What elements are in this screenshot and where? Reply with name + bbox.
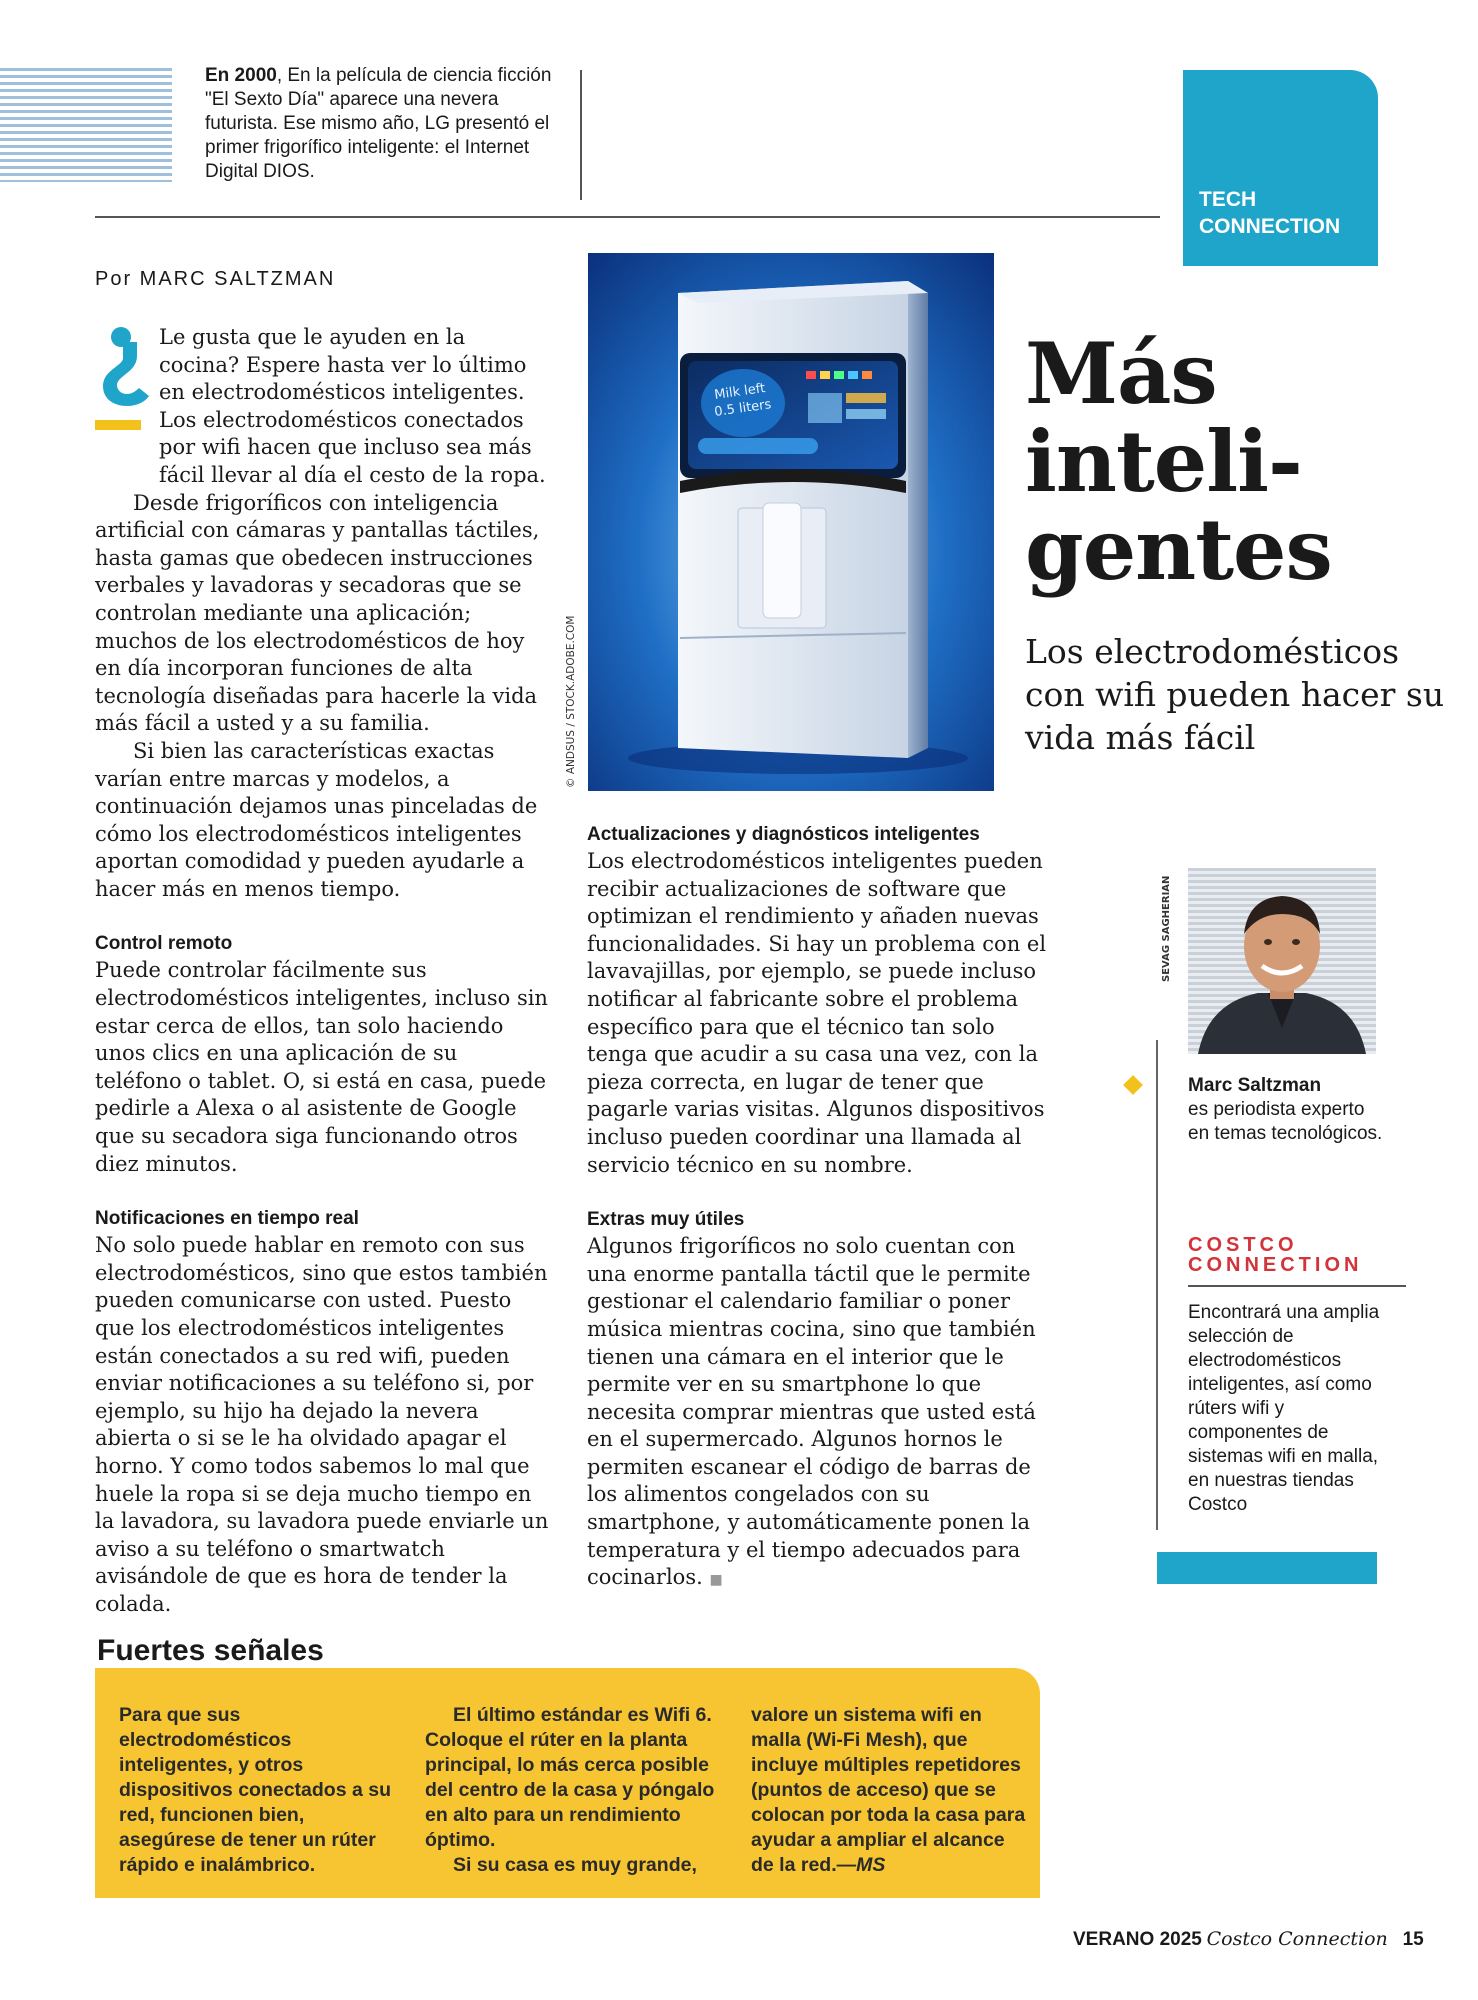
photo-credit-text: © ANDSUS / STOCK.ADOBE.COM <box>565 615 577 788</box>
headline <box>1025 324 1465 599</box>
byline: Por MARC SALTZMAN <box>95 268 336 290</box>
screen-text-line2: 0.5 liters <box>713 397 773 420</box>
signals-signature: MS <box>856 1854 886 1876</box>
headline-line2: inteli- <box>1025 412 1302 511</box>
signals-col3-text: valore un sistema wifi en malla (Wi-Fi Mesh), que incluye múltiples repetidores (puntos de acceso) que se colocan por toda la casa para ayudar a ampliar el alcance de la red.— <box>751 1704 1026 1876</box>
portrait-credit-text: SEVAG SAGHERIAN <box>1161 875 1172 982</box>
article-paragraph: No solo puede hablar en remoto con sus electrodomésticos, sino que estos también pueden comunicarse con usted. Puesto que los electrodomésticos inteligentes están conectados a su red wifi, pueden enviar notificaciones a su teléfono si, por ejemplo, su hijo ha dejado la nevera abierta o si se le ha olvidado apagar el horno. Y como todos sabemos lo mal que huele la ropa si se deja mucho tiempo en la lavadora, su lavadora puede enviarle un aviso a su teléfono o smartwatch avisándole de que es hora de tender la colada. <box>95 1233 549 1616</box>
headline-line1: Más <box>1025 324 1217 423</box>
top-note-divider <box>580 70 582 200</box>
author-portrait <box>1188 868 1376 1054</box>
subhead-extras: Extras muy útiles <box>587 1209 745 1231</box>
diamond-icon <box>1123 1075 1143 1095</box>
costco-connection-label: COSTCO CONNECTION <box>1188 1234 1363 1276</box>
signals-column-1: Para que sus electrodomésticos inteligentes, y otros dispositivos conectados a su red, funcionen bien, asegúrese de tener un rúter rápido e inalámbrico. <box>119 1704 391 1876</box>
smart-fridge-photo <box>588 253 994 791</box>
signals-col2-para: Si su casa es muy grande, <box>453 1854 697 1876</box>
signals-title: Fuertes señales <box>97 1634 324 1667</box>
page-number: 15 <box>1402 1929 1424 1950</box>
footer-issue: VERANO 2025 <box>1073 1929 1202 1950</box>
costco-rule <box>1188 1285 1406 1287</box>
costco-connection-text: Encontrará una amplia selección de electrodomésticos inteligentes, así como rúters wifi y componentes de sistemas wifi en malla, en nuestras tiendas Costco <box>1188 1302 1380 1515</box>
article-column-middle <box>587 822 1047 1595</box>
signals-column-3 <box>751 1703 1029 1878</box>
article-paragraph: Puede controlar fácilmente sus electrodomésticos inteligentes, incluso sin estar cerca de ellos, tan solo haciendo unos clics en una aplicación de su teléfono o tablet. O, si está en casa, puede pedirle a Alexa o al asistente de Google que su secadora siga funcionando otros diez minutos. <box>95 958 548 1176</box>
headline-line3: gentes <box>1025 500 1332 599</box>
article-column-left <box>95 324 550 1619</box>
end-mark: ■ <box>709 1572 723 1589</box>
footer-magazine: Costco Connection <box>1206 1928 1388 1950</box>
page-footer <box>1073 1928 1424 1951</box>
decorative-stripes <box>0 68 172 182</box>
subhead-control: Control remoto <box>95 933 233 955</box>
section-tab-label: TECH CONNECTION <box>1199 188 1341 238</box>
author-description: es periodista experto en temas tecnológicos. <box>1188 1099 1383 1144</box>
article-paragraph: Algunos frigoríficos no solo cuentan con una enorme pantalla táctil que le permite gestionar el calendario familiar o poner música mientras cocina, sino que también tienen una cámara en el interior que le permite ver en su smartphone lo que necesita comprar mientras que usted está en el supermercado. Algunos hornos le permiten escanear el código de barras de los alimentos congelados con su smartphone, y automáticamente ponen la temperatura y el tiempo adecuados para cocinarlos. <box>587 1234 1036 1590</box>
photo-credit <box>560 560 578 790</box>
subhead-notifications: Notificaciones en tiempo real <box>95 1208 359 1230</box>
signals-column-2 <box>425 1703 717 1878</box>
deck: Los electrodomésticos con wifi pueden hacer su vida más fácil <box>1025 632 1445 757</box>
header-rule <box>95 216 1160 218</box>
author-name: Marc Saltzman <box>1188 1075 1322 1096</box>
top-note-text: , En la película de ciencia ficción "El Sexto Día" aparece una nevera futurista. Ese mismo año, LG presentó el primer frigorífico inteligente: el Internet Digital DIOS. <box>205 65 552 182</box>
author-bio <box>1188 1074 1388 1146</box>
top-note-year: En 2000 <box>205 65 277 86</box>
article-paragraph: Si bien las características exactas varían entre marcas y modelos, a continuación dejamos unas pinceladas de cómo los electrodomésticos inteligentes aportan comodidad y pueden ayudarle a hacer más en menos tiempo. <box>95 738 538 901</box>
signals-col2-para: El último estándar es Wifi 6. Coloque el rúter en la planta principal, lo más cerca posible del centro de la casa y póngalo en alto para un rendimiento óptimo. <box>425 1704 715 1851</box>
subhead-updates: Actualizaciones y diagnósticos inteligentes <box>587 824 980 845</box>
article-intro: Le gusta que le ayuden en la cocina? Espere hasta ver lo último en electrodomésticos inteligentes. Los electrodomésticos conectados por wifi hacen que incluso sea más fácil llevar al día el cesto de la ropa. <box>159 325 546 487</box>
portrait-credit <box>1156 870 1174 985</box>
author-divider <box>1156 1040 1158 1530</box>
top-note <box>205 64 565 184</box>
accent-bar <box>1157 1552 1377 1584</box>
screen-text-line1: Milk left <box>713 380 767 403</box>
article-paragraph: Los electrodomésticos inteligentes pueden recibir actualizaciones de software que optimizan el rendimiento y añaden nuevas funcionalidades. Si hay un problema con el lavavajillas, por ejemplo, se puede incluso notificar al fabricante sobre el problema específico para que el técnico tan solo tenga que acudir a su casa una vez, con la pieza correcta, en lugar de tener que pagarle varias visitas. Algunos dispositivos incluso pueden coordinar una llamada al servicio técnico en su nombre. <box>587 849 1047 1177</box>
article-paragraph: Desde frigoríficos con inteligencia artificial con cámaras y pantallas táctiles, hasta gamas que obedecen instrucciones verbales y lavadoras y secadoras que se controlan mediante una aplicación; muchos de los electrodomésticos de hoy en día incorporan funciones de alta tecnología diseñadas para hacerle la vida más fácil a usted y a su familia. <box>95 490 540 736</box>
